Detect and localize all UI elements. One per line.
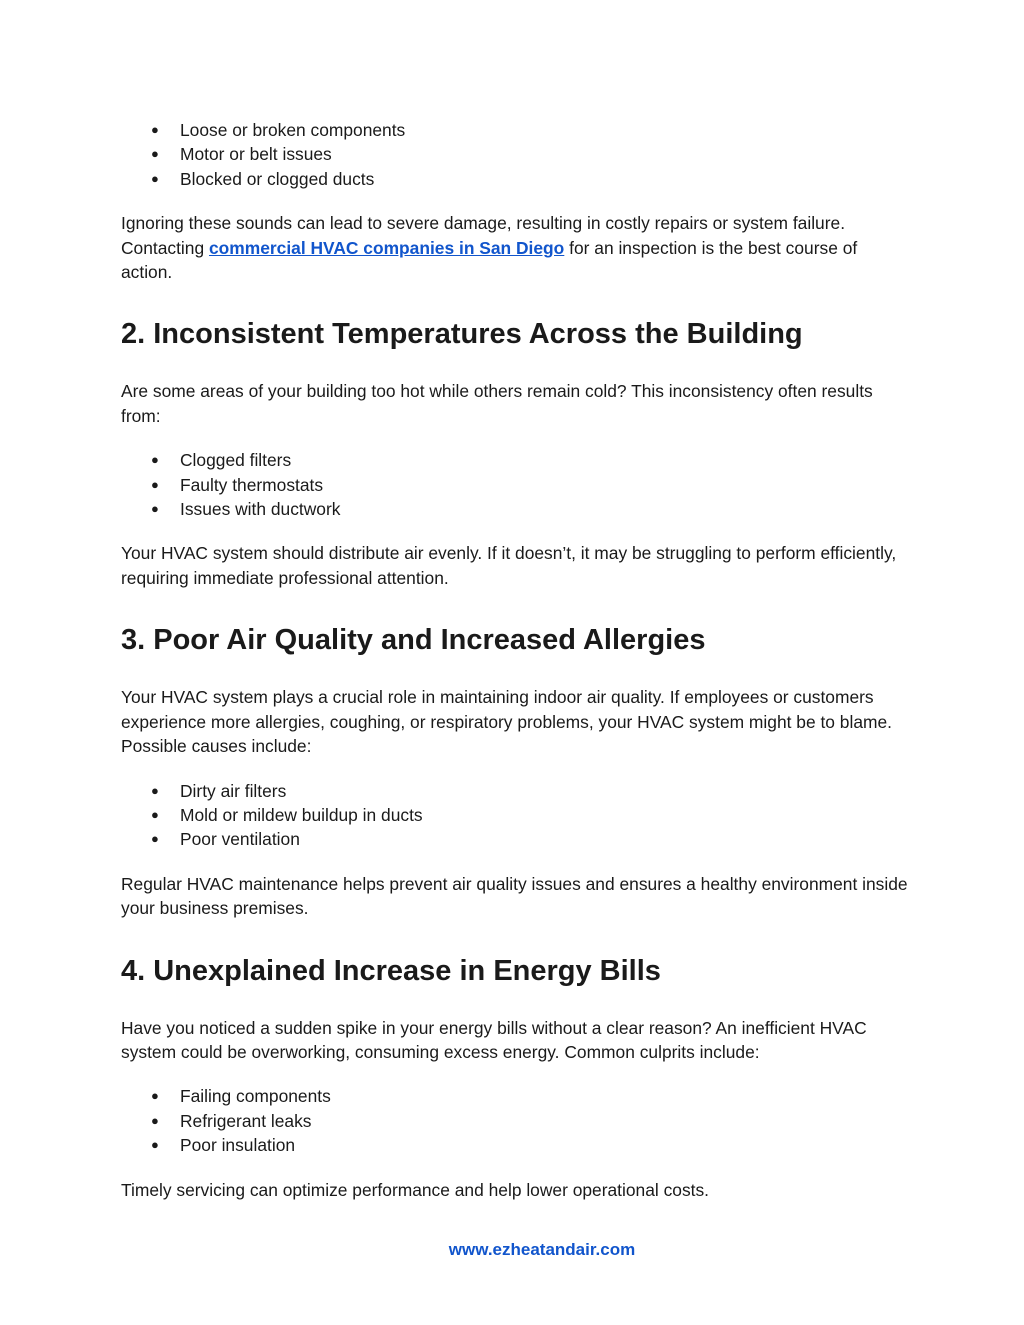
- list-item: ● Mold or mildew buildup in ducts: [121, 803, 911, 827]
- section-3-heading: 3. Poor Air Quality and Increased Allergies: [121, 624, 706, 657]
- document-body: [121, 118, 911, 1202]
- list-item: ● Motor or belt issues: [121, 142, 911, 166]
- bullet-icon: ●: [151, 831, 159, 847]
- bullet-icon: ●: [151, 170, 159, 186]
- intro-bullet-list: [121, 118, 911, 191]
- section-3-bullet-list: [121, 779, 911, 852]
- bullet-icon: ●: [151, 1137, 159, 1153]
- section-3-outro: Regular HVAC maintenance helps prevent air quality issues and ensures a healthy environment inside your business premises.: [121, 873, 908, 919]
- list-item: ● Blocked or clogged ducts: [121, 167, 911, 191]
- bullet-icon: ●: [151, 1112, 159, 1128]
- bullet-icon: ●: [151, 122, 159, 137]
- section-4-bullet-list: [121, 1084, 911, 1157]
- section-2-heading: 2. Inconsistent Temperatures Across the Building: [121, 318, 803, 351]
- hvac-companies-link[interactable]: commercial HVAC companies in San Diego: [208, 237, 565, 258]
- section-4-heading: 4. Unexplained Increase in Energy Bills: [121, 954, 661, 987]
- list-item: ● Clogged filters: [121, 448, 911, 472]
- list-item: ● Dirty air filters: [121, 779, 911, 803]
- section-3-intro: Your HVAC system plays a crucial role in maintaining indoor air quality. If employees or customers experience more allergies, coughing, or respiratory problems, your HVAC system might be to blame. Possible causes include:: [121, 687, 892, 757]
- section-2-intro: Are some areas of your building too hot while others remain cold? This inconsistency often results from:: [121, 381, 873, 426]
- list-item: ● Failing components: [121, 1084, 911, 1108]
- list-item: ● Poor insulation: [121, 1133, 911, 1157]
- bullet-icon: ●: [151, 501, 159, 517]
- list-item: ● Loose or broken components: [121, 118, 911, 142]
- section-2-bullet-list: [121, 448, 911, 521]
- bullet-icon: ●: [151, 452, 159, 468]
- list-item: ● Poor ventilation: [121, 827, 911, 851]
- bullet-icon: ●: [151, 1088, 159, 1104]
- footer-website-link[interactable]: www.ezheatandair.com: [448, 1240, 636, 1259]
- bullet-icon: ●: [151, 806, 159, 822]
- intro-paragraph: Ignoring these sounds can lead to severe damage, resulting in costly repairs or system failure. Contacting commercial HVAC companies in San Diego for an inspection is the best course of action.: [121, 213, 858, 283]
- list-item: ● Faulty thermostats: [121, 473, 911, 497]
- list-item: ● Refrigerant leaks: [121, 1109, 911, 1133]
- section-4-intro: Have you noticed a sudden spike in your energy bills without a clear reason? An inefficient HVAC system could be overworking, consuming excess energy. Common culprits include:: [121, 1017, 867, 1062]
- bullet-icon: ●: [151, 782, 159, 798]
- section-4-outro: Timely servicing can optimize performance and help lower operational costs.: [121, 1179, 710, 1200]
- section-2-outro: Your HVAC system should distribute air evenly. If it doesn’t, it may be struggling to perform efficiently, requiring immediate professional attention.: [121, 543, 897, 588]
- list-item: ● Issues with ductwork: [121, 497, 911, 521]
- bullet-icon: ●: [151, 146, 159, 162]
- bullet-icon: ●: [151, 476, 159, 492]
